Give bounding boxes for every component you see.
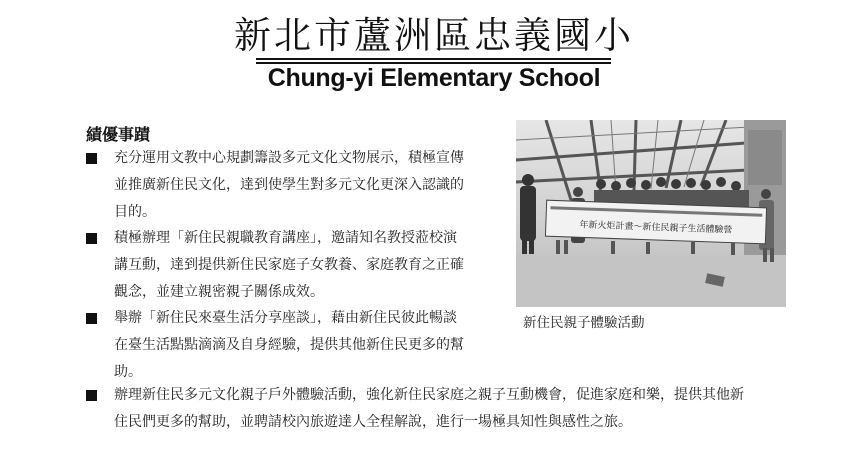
item-line: 目的。 [114, 204, 156, 220]
item-line: 住民們更多的幫助，並聘請校內旅遊達人全程解說，進行一場極具知性與感性之旅。 [114, 414, 632, 430]
bullet-square-icon [86, 390, 97, 401]
item-line: 觀念，並建立親密親子關係成效。 [114, 284, 324, 300]
title-rule-top [256, 58, 611, 60]
achievement-item-4 [114, 382, 814, 436]
activity-photo [516, 120, 786, 307]
achievement-item-3 [114, 305, 504, 386]
group-photo-illustration [516, 120, 786, 307]
item-line: 辦理新住民多元文化親子戶外體驗活動，強化新住民家庭之親子互動機會，促進家庭和樂，提供其他新 [114, 387, 744, 403]
item-line: 舉辦「新住民來臺生活分享座談」，藉由新住民彼此暢談 [114, 310, 457, 326]
item-line: 並推廣新住民文化，達到使學生對多元文化更深入認識的 [114, 177, 464, 193]
item-line: 助。 [114, 364, 142, 380]
achievement-item-2 [114, 225, 504, 306]
bullet-square-icon [86, 233, 97, 244]
item-line: 在臺生活點點滴滴及自身經驗，提供其他新住民更多的幫 [114, 337, 464, 353]
item-line: 講互動，達到提供新住民家庭子女教養、家庭教育之正確 [114, 257, 464, 273]
achievement-item-1 [114, 145, 504, 226]
item-line: 積極辦理「新住民親職教育講座」，邀請知名教授蒞校演 [114, 230, 457, 246]
section-heading: 績優事蹟 [86, 125, 151, 144]
school-name-chinese: 新北市蘆洲區忠義國小 [234, 14, 634, 57]
photo-banner-text: 年新火炬計畫～新住民親子生活體驗營 [579, 220, 733, 236]
bullet-square-icon [86, 153, 97, 164]
photo-caption: 新住民親子體驗活動 [523, 315, 645, 331]
item-line: 充分運用文教中心規劃籌設多元文化文物展示，積極宣傳 [114, 150, 464, 166]
bullet-square-icon [86, 313, 97, 324]
school-name-english: Chung-yi Elementary School [267, 64, 601, 92]
